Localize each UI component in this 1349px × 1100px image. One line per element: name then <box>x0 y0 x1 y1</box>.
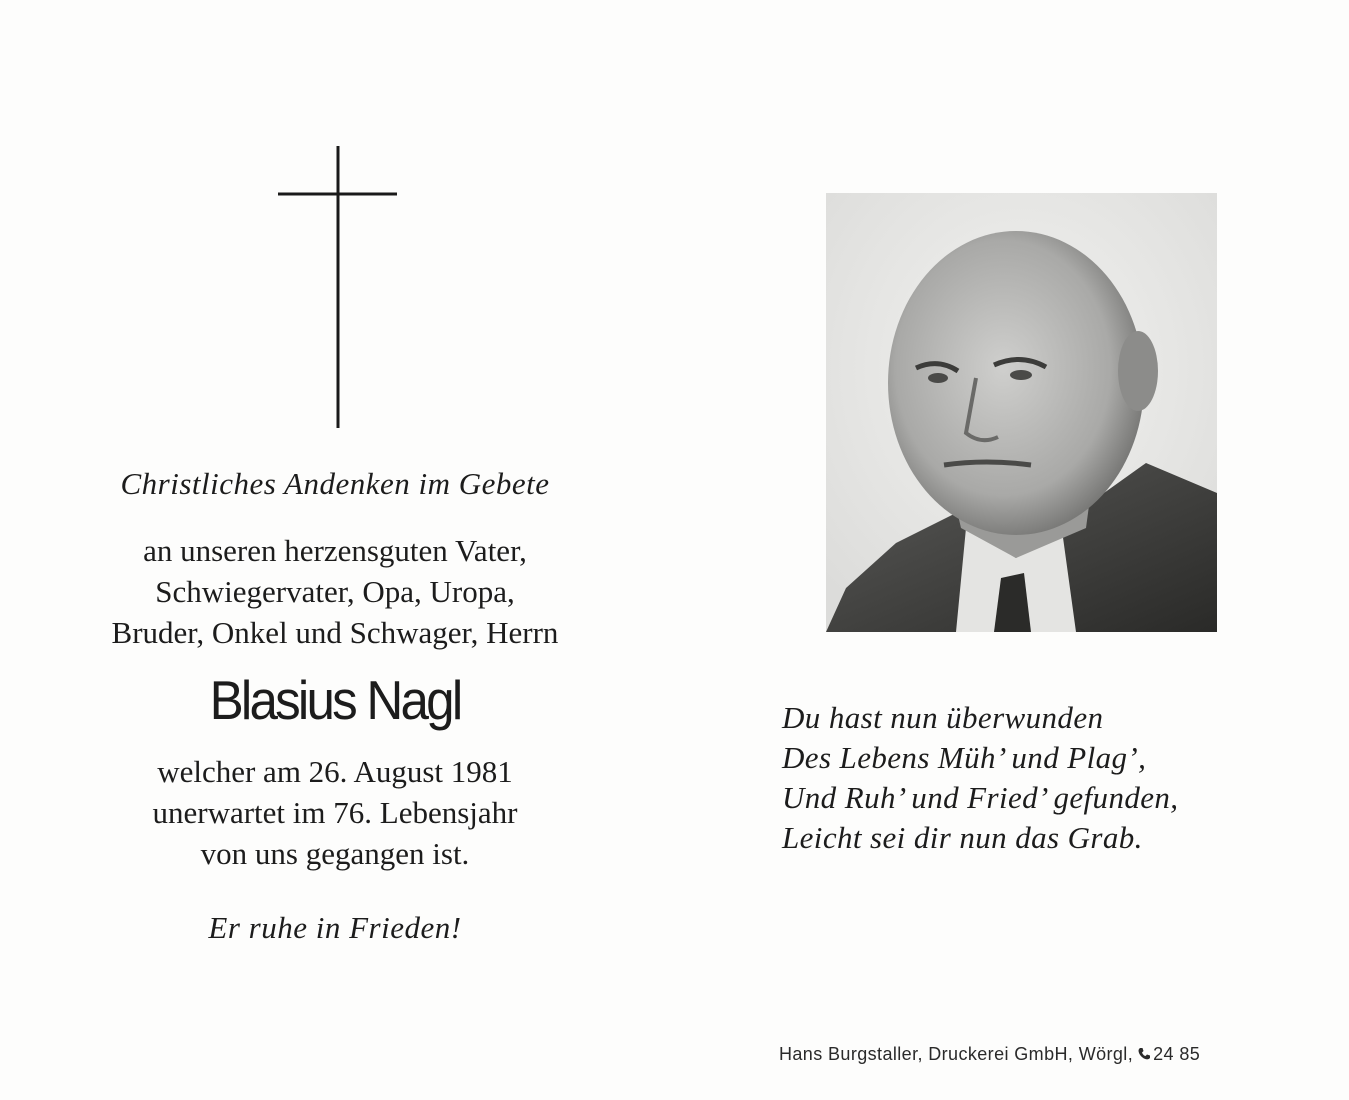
details-line: unerwartet im 76. Lebensjahr <box>152 795 518 830</box>
verse-line: Du hast nun überwunden <box>782 700 1104 735</box>
blessing-text: Er ruhe in Frieden! <box>208 910 462 945</box>
relations-line: Schwiegervater, Opa, Uropa, <box>155 574 515 609</box>
details-line: welcher am 26. August 1981 <box>157 754 513 789</box>
relations-text <box>40 530 630 653</box>
printer-phone: 24 85 <box>1153 1044 1201 1064</box>
deceased-name: Blasius Nagl <box>209 669 461 731</box>
telephone-icon <box>1137 1047 1151 1061</box>
printer-imprint <box>779 1044 1259 1065</box>
details-line: von uns gegangen ist. <box>200 836 470 871</box>
printer-name: Hans Burgstaller, Druckerei GmbH, Wörgl, <box>779 1044 1134 1064</box>
relations-line: an unseren herzensguten Vater, <box>143 533 527 568</box>
memorial-verse <box>782 698 1322 858</box>
verse-line: Und Ruh’ und Fried’ gefunden, <box>782 780 1179 815</box>
death-details <box>40 751 630 874</box>
verse-line: Leicht sei dir nun das Grab. <box>782 820 1143 855</box>
portrait-photo <box>826 193 1217 632</box>
relations-line: Bruder, Onkel und Schwager, Herrn <box>111 615 559 650</box>
verse-line: Des Lebens Müh’ und Plag’, <box>782 740 1147 775</box>
dedication-heading: Christliches Andenken im Gebete <box>120 466 550 501</box>
